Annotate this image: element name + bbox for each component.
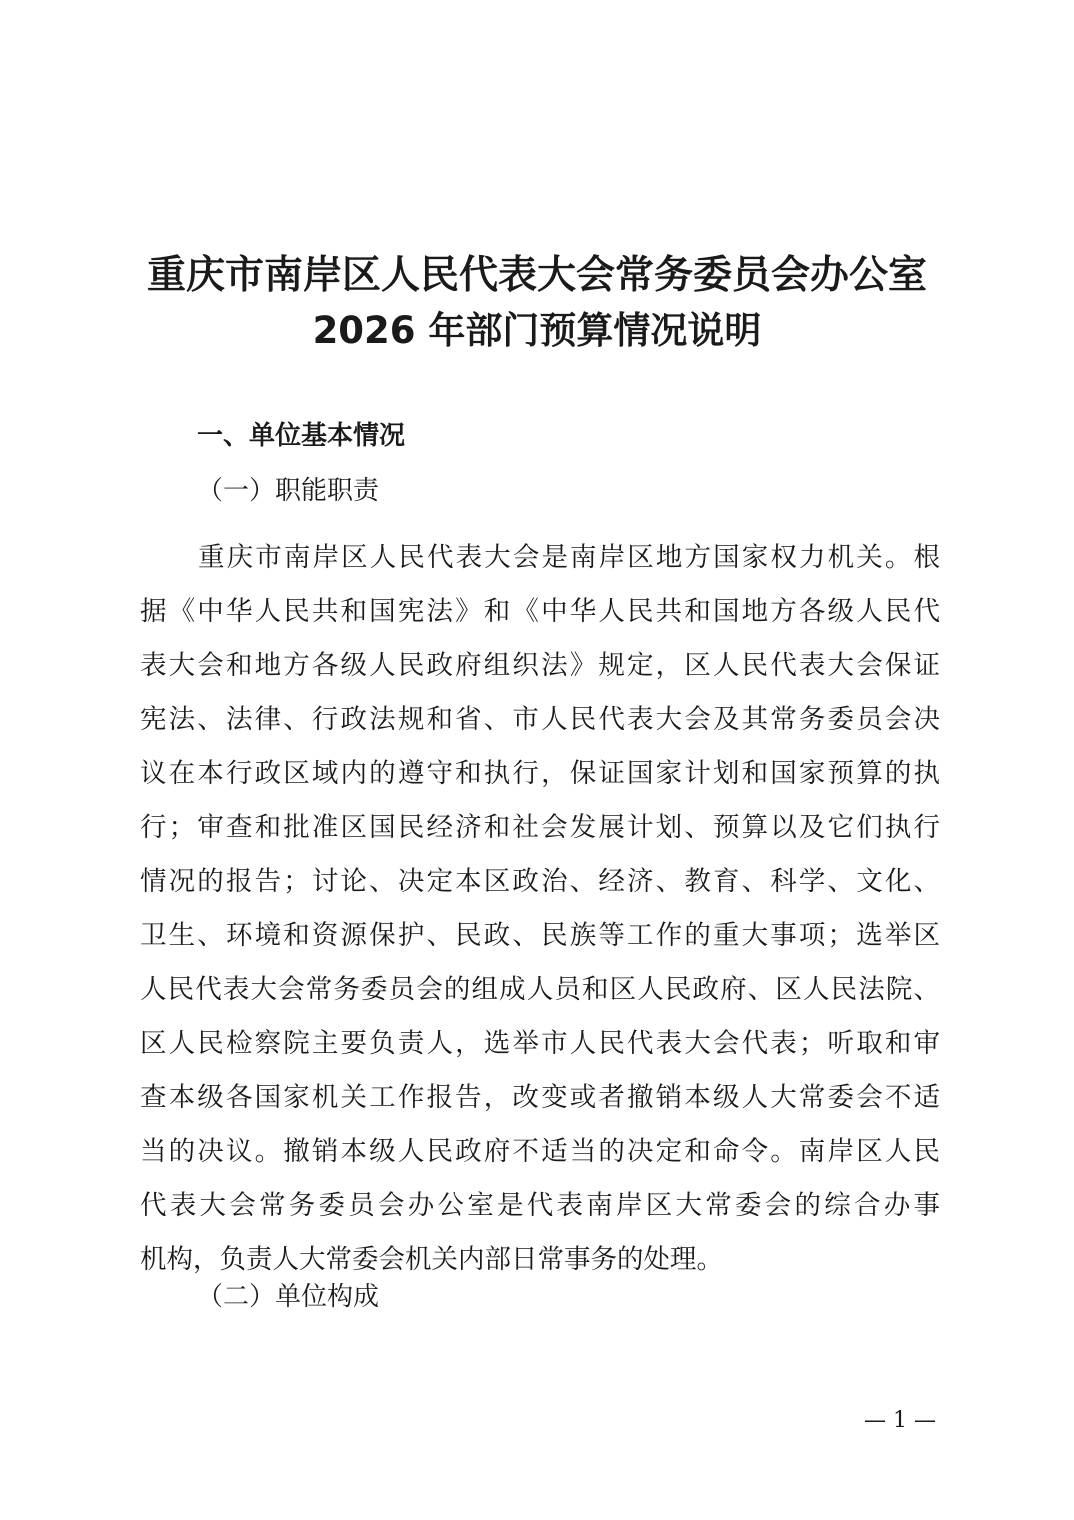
paragraph-line: 宪法、法律、行政法规和省、市人民代表大会及其常务委员会决 — [140, 704, 940, 735]
paragraph-line: 当的决议。撤销本级人民政府不适当的决定和命令。南岸区人民 — [140, 1136, 940, 1167]
duties-paragraph — [140, 531, 940, 1287]
paragraph-line: 议在本行政区域内的遵守和执行，保证国家计划和国家预算的执 — [140, 758, 940, 789]
paragraph-line: 情况的报告；讨论、决定本区政治、经济、教育、科学、文化、 — [140, 866, 940, 897]
subsection-heading-duties: （一）职能职责 — [197, 476, 380, 506]
paragraph-line: 卫生、环境和资源保护、民政、民族等工作的重大事项；选举区 — [140, 920, 940, 951]
section-heading: 一、单位基本情况 — [197, 421, 406, 451]
paragraph-line: 表大会和地方各级人民政府组织法》规定，区人民代表大会保证 — [140, 650, 940, 681]
paragraph-line: 人民代表大会常务委员会的组成人员和区人民政府、区人民法院、 — [140, 974, 940, 1005]
paragraph-line: 查本级各国家机关工作报告，改变或者撤销本级人大常委会不适 — [140, 1082, 940, 1113]
paragraph-line: 据《中华人民共和国宪法》和《中华人民共和国地方各级人民代 — [140, 596, 940, 627]
document-title-line-1: 重庆市南岸区人民代表大会常务委员会办公室 — [146, 253, 927, 298]
paragraph-line: 重庆市南岸区人民代表大会是南岸区地方国家权力机关。根 — [198, 542, 940, 573]
paragraph-line: 区人民检察院主要负责人，选举市人民代表大会代表；听取和审 — [140, 1028, 940, 1059]
paragraph-line: 机构，负责人大常委会机关内部日常事务的处理。 — [140, 1244, 723, 1275]
paragraph-line: 行；审查和批准区国民经济和社会发展计划、预算以及它们执行 — [140, 812, 940, 843]
page-number: — 1 — — [864, 1408, 936, 1433]
document-title-line-2: 2026 年部门预算情况说明 — [312, 309, 762, 352]
subsection-heading-composition: （二）单位构成 — [197, 1282, 380, 1312]
paragraph-line: 代表大会常务委员会办公室是代表南岸区大常委会的综合办事 — [140, 1190, 940, 1221]
